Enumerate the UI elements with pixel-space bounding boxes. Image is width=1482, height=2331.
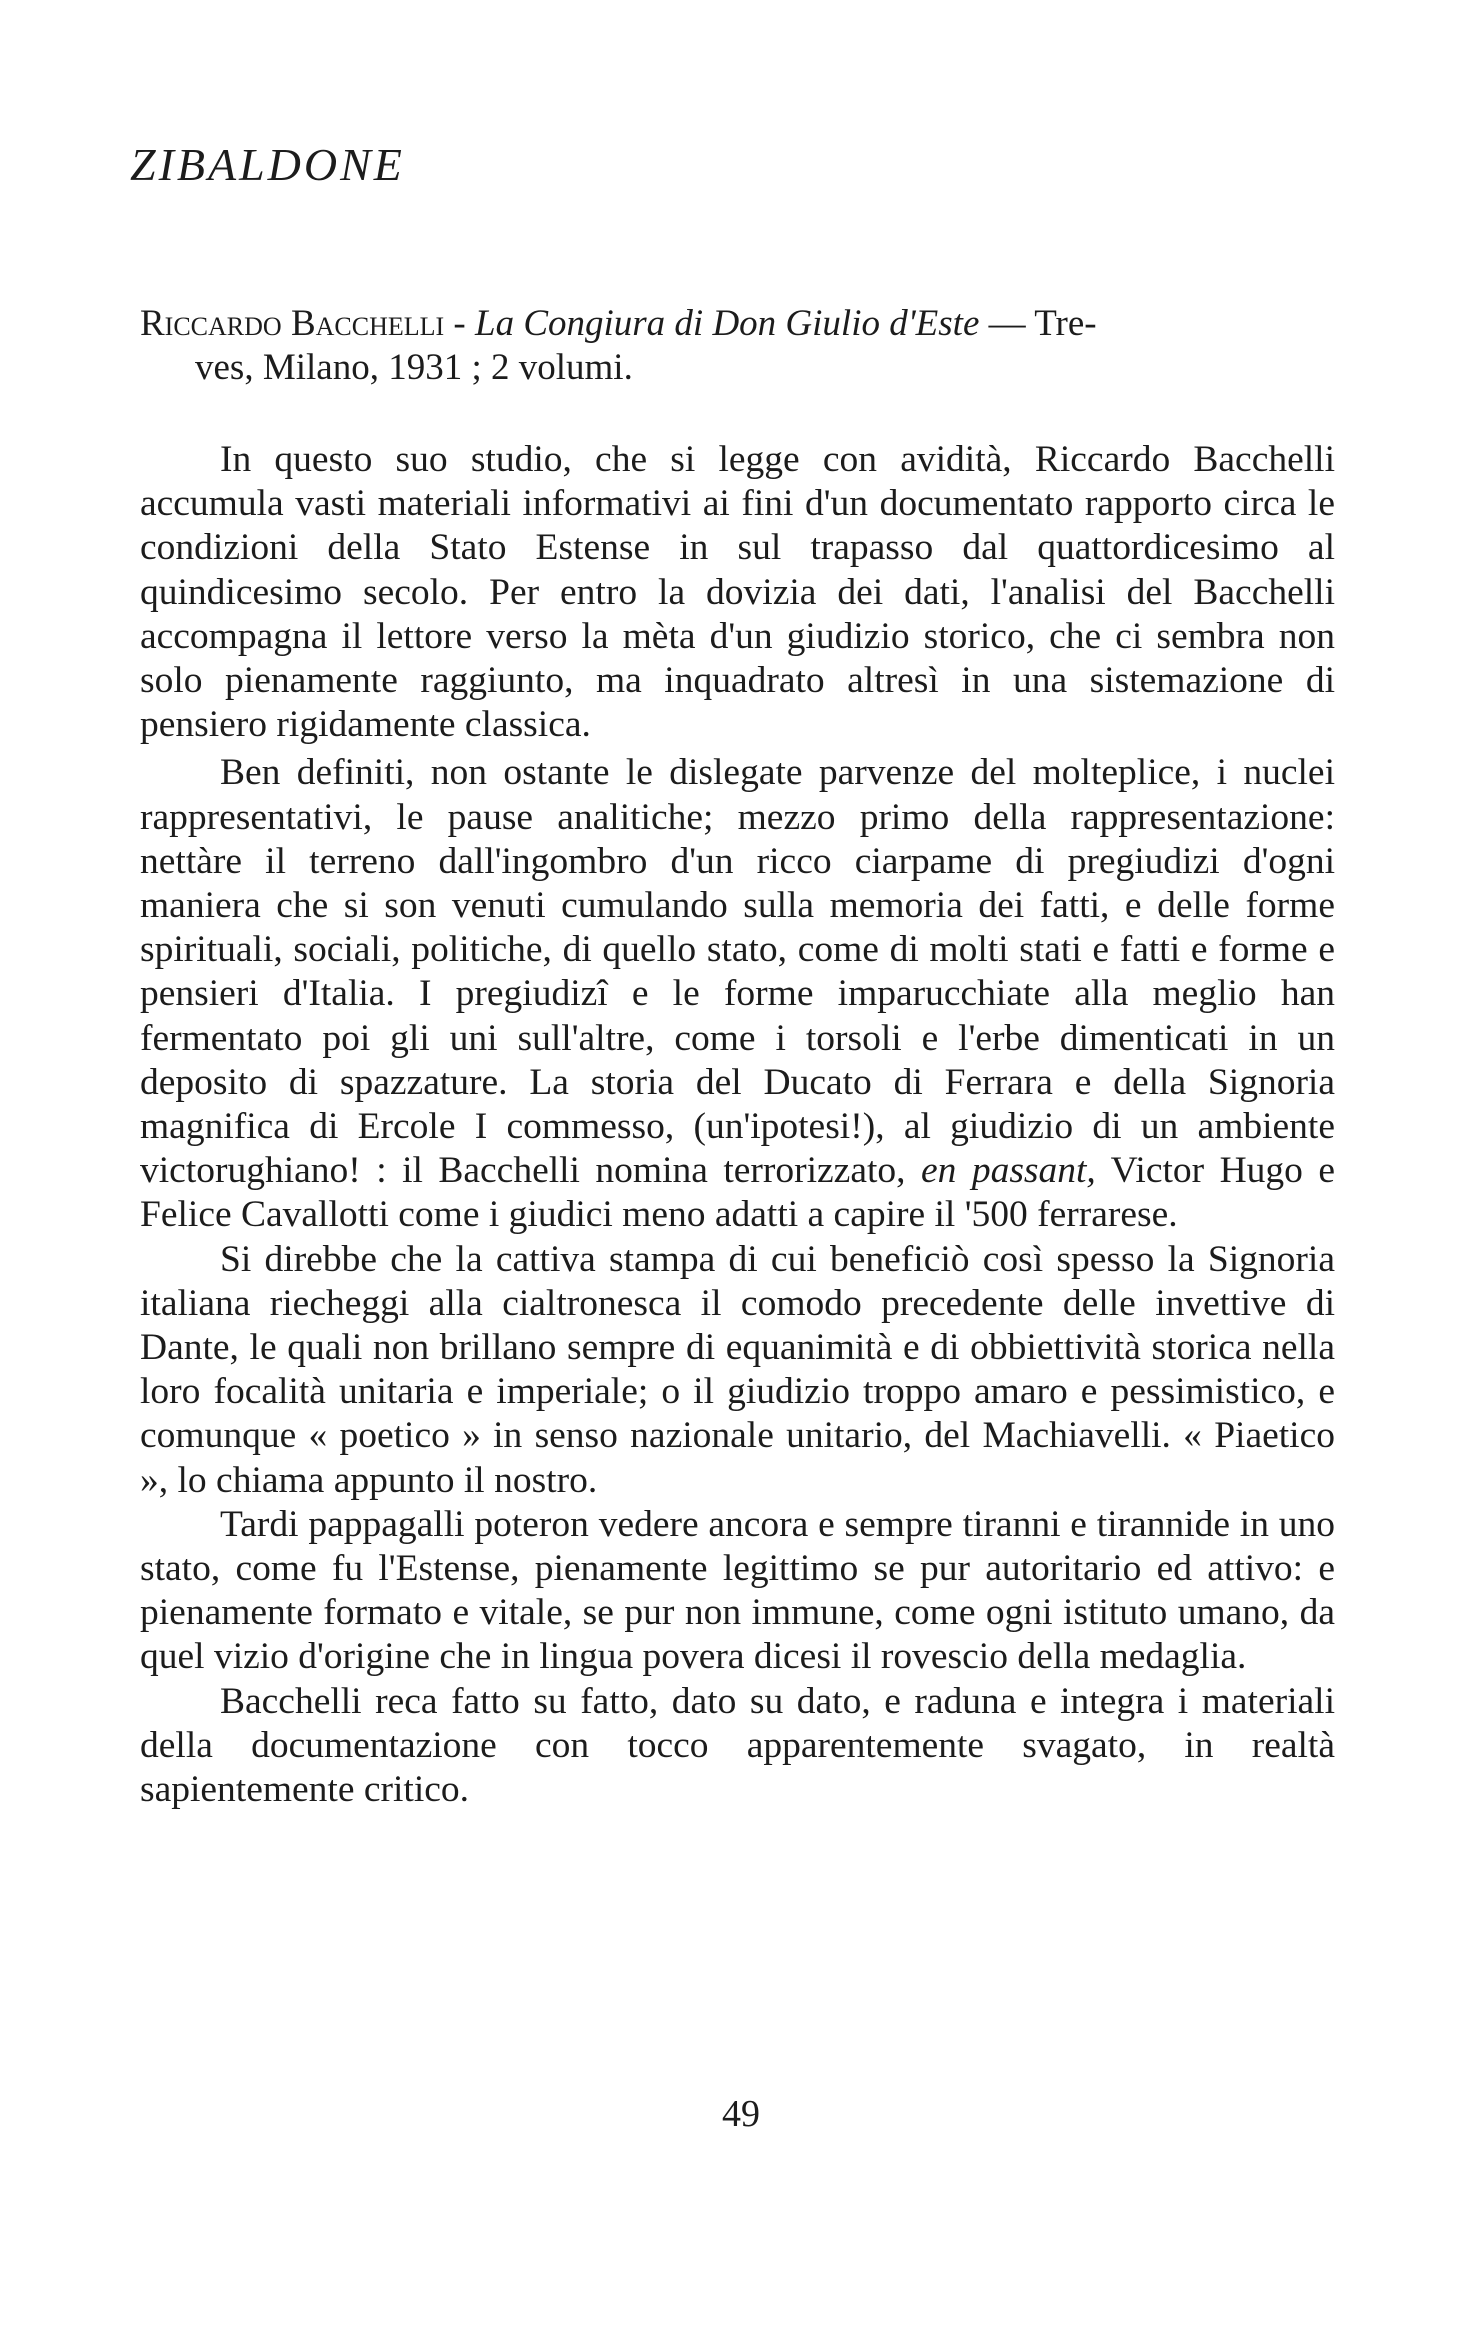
paragraph [140,751,1335,1237]
citation-dash: — [979,303,1035,344]
page-number: 49 [722,2093,760,2135]
citation-author: Riccardo Bacchelli [140,303,445,344]
section-heading: ZIBALDONE [130,139,405,190]
citation-publisher-part2: ves, Milano, 1931 ; 2 volumi. [195,347,633,388]
citation-separator: - [444,303,475,344]
paragraph: Si direbbe che la cattiva stampa di cui beneficiò così spesso la Signoria italiana riecheggi alla cialtronesca il comodo precedente delle invettive di Dante, le quali non brillano sempre di equanimità e di obbiettività storica nella loro focalità unitaria e imperiale; o il giudizio troppo amaro e pessimistico, e comunque « poetico » in senso nazionale unitario, del Machiavelli. « Piaetico », lo chiama appunto il nostro. [140,1238,1335,1501]
review-body [140,438,1335,1812]
citation-title: La Congiura di Don Giulio d'Este [475,303,980,344]
citation-publisher-part1: Tre- [1034,303,1097,344]
paragraph: In questo suo studio, che si legge con avidità, Riccardo Bacchelli accumula vasti materiali informativi ai fini d'un documentato rapporto circa le condizioni della Stato Estense in sul trapasso dal quattordicesimo al quindicesimo secolo. Per entro la dovizia dei dati, l'analisi del Bacchelli accompagna il lettore verso la mèta d'un giudizio storico, che ci sembra non solo pienamente raggiunto, ma inquadrato altresì in una sistemazione di pensiero rigidamente classica. [140,439,1335,746]
paragraph-text: Victor Hugo e Felice Cavallotti come i giudici meno adatti a capire il '500 ferrarese. [140,1150,1336,1236]
book-citation [140,302,1335,390]
paragraph-text: Ben definiti, non ostante le dislegate parvenze del molteplice, i nuclei rappresentativi, le pause analitiche; mezzo primo della rappresentazione: nettàre il terreno dall'ingombro d'un ricco ciarpame di pregiudizi d'ogni maniera che si son venuti cumulando sulla memoria dei fatti, e delle forme spirituali, sociali, politiche, di quello stato, come di molti stati e fatti e forme e pensieri d'Italia. I pregiudizî e le forme imparucchiate alla meglio han fermentato poi gli uni sull'altre, come i torsoli e l'erbe dimenticati in un deposito di spazzature. La storia del Ducato di Ferrara e della Signoria magnifica di Ercole I commesso, (un'ipotesi!), al giudizio di un ambiente victorughiano! : il Bacchelli nomina terrorizzato, [140,752,1335,1192]
paragraph: Bacchelli reca fatto su fatto, dato su dato, e raduna e integra i materiali della documentazione con tocco apparentemente svagato, in realtà sapientemente critico. [140,1680,1335,1811]
paragraph: Tardi pappagalli poteron vedere ancora e sempre tiranni e tirannide in uno stato, come fu l'Estense, pienamente legittimo se pur autoritario ed attivo: e pienamente formato e vitale, se pur non immune, come ogni istituto umano, da quel vizio d'origine che in lingua povera dicesi il rovescio della medaglia. [140,1503,1335,1678]
italic-phrase: en passant, [920,1150,1096,1192]
